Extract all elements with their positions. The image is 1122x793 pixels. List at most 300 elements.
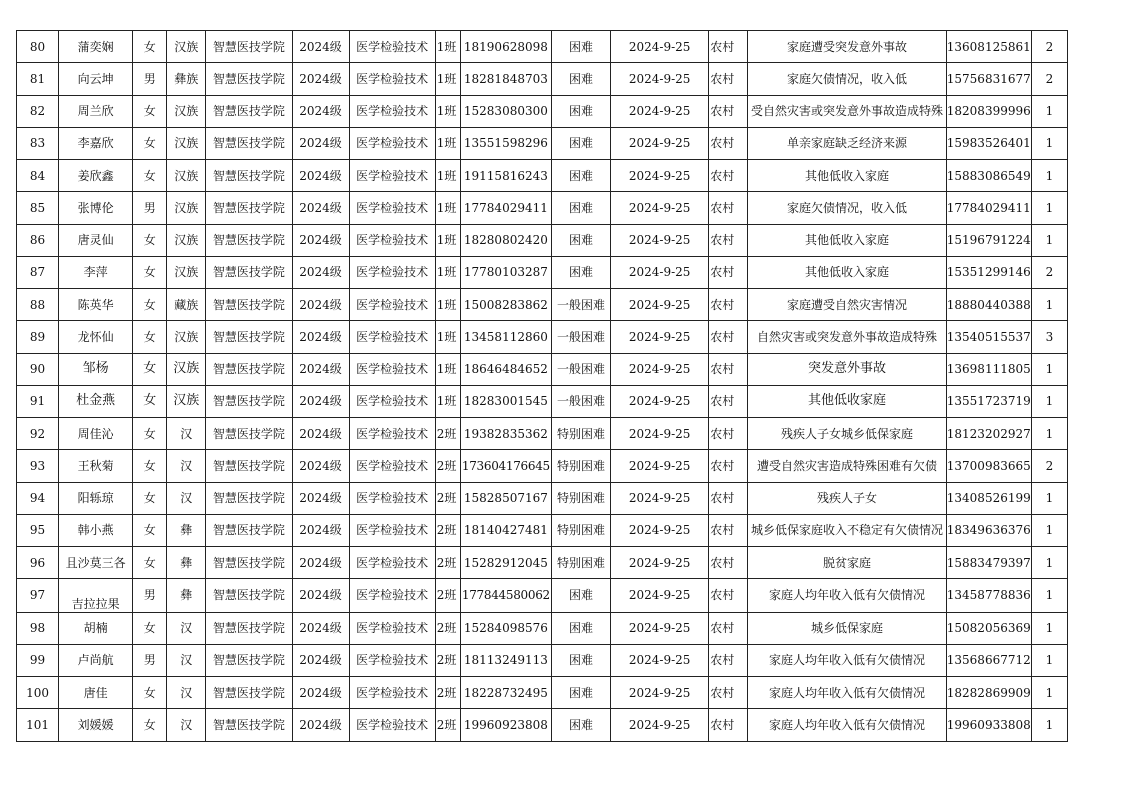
reason-cell: 残疾人子女: [748, 482, 946, 514]
class-cell: 1班: [435, 192, 460, 224]
table-row: [17, 127, 1068, 159]
ethnicity-cell: 汉: [167, 677, 206, 709]
reason-cell: 自然灾害或突发意外事故造成特殊: [748, 321, 946, 353]
row-number-cell: 82: [17, 95, 59, 127]
count-cell: 3: [1031, 321, 1067, 353]
contact-phone-cell: 15196791224: [946, 224, 1031, 256]
reason-cell: 家庭人均年收入低有欠债情况: [748, 644, 946, 676]
difficulty-level-cell: 一般困难: [551, 321, 610, 353]
reason-cell: 家庭欠债情况，收入低: [748, 63, 946, 95]
ethnicity-cell: 汉族: [167, 160, 206, 192]
date-cell: 2024-9-25: [611, 579, 709, 612]
major-cell: 医学检验技术: [349, 418, 435, 450]
count-cell: 2: [1031, 450, 1067, 482]
table-row: [17, 160, 1068, 192]
college-cell: 智慧医技学院: [206, 224, 292, 256]
college-cell: 智慧医技学院: [206, 709, 292, 741]
phone-cell: 18228732495: [460, 677, 551, 709]
count-cell: 1: [1031, 677, 1067, 709]
date-cell: 2024-9-25: [611, 418, 709, 450]
student-name-cell: 周兰欣: [59, 95, 133, 127]
phone-cell: 18281848703: [460, 63, 551, 95]
ethnicity-cell: 彝: [167, 547, 206, 579]
student-name-cell: 陈英华: [59, 289, 133, 321]
date-cell: 2024-9-25: [611, 677, 709, 709]
grade-cell: 2024级: [292, 289, 349, 321]
gender-cell: 女: [133, 514, 167, 546]
college-cell: 智慧医技学院: [206, 192, 292, 224]
reason-cell: 其他低收入家庭: [748, 256, 946, 288]
ethnicity-cell: 汉族: [167, 353, 206, 385]
date-cell: 2024-9-25: [611, 63, 709, 95]
origin-cell: 农村: [709, 63, 748, 95]
gender-cell: 女: [133, 95, 167, 127]
count-cell: 1: [1031, 709, 1067, 741]
phone-cell: 18283001545: [460, 385, 551, 417]
contact-phone-cell: 15883086549: [946, 160, 1031, 192]
student-name-cell: 张博伦: [59, 192, 133, 224]
major-cell: 医学检验技术: [349, 192, 435, 224]
phone-cell: 15008283862: [460, 289, 551, 321]
reason-cell: 受自然灾害或突发意外事故造成特殊: [748, 95, 946, 127]
grade-cell: 2024级: [292, 644, 349, 676]
ethnicity-cell: 汉族: [167, 192, 206, 224]
class-cell: 2班: [435, 482, 460, 514]
row-number-cell: 95: [17, 514, 59, 546]
table-row: [17, 224, 1068, 256]
grade-cell: 2024级: [292, 612, 349, 644]
gender-cell: 女: [133, 677, 167, 709]
phone-cell: 177844580062: [460, 579, 551, 612]
date-cell: 2024-9-25: [611, 709, 709, 741]
gender-cell: 女: [133, 256, 167, 288]
difficulty-level-cell: 困难: [551, 160, 610, 192]
origin-cell: 农村: [709, 482, 748, 514]
class-cell: 1班: [435, 160, 460, 192]
college-cell: 智慧医技学院: [206, 677, 292, 709]
phone-cell: 15283080300: [460, 95, 551, 127]
date-cell: 2024-9-25: [611, 612, 709, 644]
gender-cell: 女: [133, 385, 167, 417]
difficulty-level-cell: 困难: [551, 612, 610, 644]
class-cell: 2班: [435, 579, 460, 612]
phone-cell: 19960923808: [460, 709, 551, 741]
grade-cell: 2024级: [292, 160, 349, 192]
class-cell: 2班: [435, 547, 460, 579]
origin-cell: 农村: [709, 31, 748, 63]
class-cell: 2班: [435, 677, 460, 709]
phone-cell: 13458112860: [460, 321, 551, 353]
grade-cell: 2024级: [292, 321, 349, 353]
difficulty-level-cell: 困难: [551, 31, 610, 63]
grade-cell: 2024级: [292, 192, 349, 224]
difficulty-level-cell: 特别困难: [551, 450, 610, 482]
ethnicity-cell: 汉: [167, 418, 206, 450]
reason-cell: 单亲家庭缺乏经济来源: [748, 127, 946, 159]
college-cell: 智慧医技学院: [206, 644, 292, 676]
phone-cell: 173604176645: [460, 450, 551, 482]
student-name-cell: 杜金燕: [59, 385, 133, 417]
ethnicity-cell: 汉族: [167, 321, 206, 353]
reason-cell: 遭受自然灾害造成特殊困难有欠债: [748, 450, 946, 482]
major-cell: 医学检验技术: [349, 385, 435, 417]
reason-cell: 其他低收家庭: [748, 385, 946, 417]
reason-cell: 其他低收入家庭: [748, 224, 946, 256]
ethnicity-cell: 汉: [167, 709, 206, 741]
row-number-cell: 88: [17, 289, 59, 321]
ethnicity-cell: 汉: [167, 450, 206, 482]
row-number-cell: 84: [17, 160, 59, 192]
table-row: [17, 289, 1068, 321]
ethnicity-cell: 汉族: [167, 31, 206, 63]
major-cell: 医学检验技术: [349, 709, 435, 741]
table-row: [17, 192, 1068, 224]
row-number-cell: 98: [17, 612, 59, 644]
student-name-cell: 李嘉欣: [59, 127, 133, 159]
count-cell: 2: [1031, 63, 1067, 95]
ethnicity-cell: 汉: [167, 612, 206, 644]
contact-phone-cell: 18208399996: [946, 95, 1031, 127]
count-cell: 1: [1031, 547, 1067, 579]
date-cell: 2024-9-25: [611, 482, 709, 514]
origin-cell: 农村: [709, 579, 748, 612]
contact-phone-cell: 13608125861: [946, 31, 1031, 63]
count-cell: 2: [1031, 256, 1067, 288]
contact-phone-cell: 15883479397: [946, 547, 1031, 579]
class-cell: 2班: [435, 418, 460, 450]
reason-cell: 家庭人均年收入低有欠债情况: [748, 709, 946, 741]
origin-cell: 农村: [709, 418, 748, 450]
grade-cell: 2024级: [292, 31, 349, 63]
class-cell: 2班: [435, 644, 460, 676]
difficulty-level-cell: 一般困难: [551, 385, 610, 417]
contact-phone-cell: 13698111805: [946, 353, 1031, 385]
contact-phone-cell: 15756831677: [946, 63, 1031, 95]
row-number-cell: 86: [17, 224, 59, 256]
row-number-cell: 83: [17, 127, 59, 159]
difficulty-level-cell: 困难: [551, 192, 610, 224]
table-body: [17, 31, 1068, 742]
college-cell: 智慧医技学院: [206, 418, 292, 450]
origin-cell: 农村: [709, 514, 748, 546]
row-number-cell: 85: [17, 192, 59, 224]
major-cell: 医学检验技术: [349, 482, 435, 514]
student-name-cell: 吉拉拉果: [59, 579, 133, 612]
grade-cell: 2024级: [292, 95, 349, 127]
reason-cell: 城乡低保家庭: [748, 612, 946, 644]
class-cell: 1班: [435, 321, 460, 353]
contact-phone-cell: 15082056369: [946, 612, 1031, 644]
ethnicity-cell: 汉族: [167, 385, 206, 417]
college-cell: 智慧医技学院: [206, 514, 292, 546]
count-cell: 1: [1031, 224, 1067, 256]
ethnicity-cell: 汉族: [167, 95, 206, 127]
date-cell: 2024-9-25: [611, 256, 709, 288]
count-cell: 1: [1031, 612, 1067, 644]
phone-cell: 18646484652: [460, 353, 551, 385]
class-cell: 2班: [435, 612, 460, 644]
grade-cell: 2024级: [292, 709, 349, 741]
college-cell: 智慧医技学院: [206, 579, 292, 612]
grade-cell: 2024级: [292, 579, 349, 612]
student-name-cell: 向云坤: [59, 63, 133, 95]
difficulty-level-cell: 困难: [551, 677, 610, 709]
table-row: [17, 547, 1068, 579]
phone-cell: 17780103287: [460, 256, 551, 288]
class-cell: 1班: [435, 256, 460, 288]
phone-cell: 18280802420: [460, 224, 551, 256]
table-row: [17, 321, 1068, 353]
count-cell: 1: [1031, 127, 1067, 159]
table-row: [17, 353, 1068, 385]
student-name-cell: 且沙莫三各: [59, 547, 133, 579]
difficulty-level-cell: 困难: [551, 256, 610, 288]
row-number-cell: 80: [17, 31, 59, 63]
major-cell: 医学检验技术: [349, 321, 435, 353]
table-row: [17, 514, 1068, 546]
gender-cell: 女: [133, 289, 167, 321]
gender-cell: 女: [133, 450, 167, 482]
college-cell: 智慧医技学院: [206, 127, 292, 159]
class-cell: 1班: [435, 31, 460, 63]
grade-cell: 2024级: [292, 353, 349, 385]
class-cell: 1班: [435, 224, 460, 256]
phone-cell: 18140427481: [460, 514, 551, 546]
reason-cell: 家庭遭受自然灾害情况: [748, 289, 946, 321]
student-name-cell: 王秋菊: [59, 450, 133, 482]
count-cell: 1: [1031, 353, 1067, 385]
row-number-cell: 91: [17, 385, 59, 417]
contact-phone-cell: 18880440388: [946, 289, 1031, 321]
grade-cell: 2024级: [292, 256, 349, 288]
difficulty-level-cell: 特别困难: [551, 547, 610, 579]
date-cell: 2024-9-25: [611, 192, 709, 224]
student-name-cell: 姜欣鑫: [59, 160, 133, 192]
phone-cell: 15828507167: [460, 482, 551, 514]
origin-cell: 农村: [709, 256, 748, 288]
student-name-cell: 龙怀仙: [59, 321, 133, 353]
date-cell: 2024-9-25: [611, 127, 709, 159]
class-cell: 1班: [435, 353, 460, 385]
reason-cell: 家庭欠债情况，收入低: [748, 192, 946, 224]
grade-cell: 2024级: [292, 514, 349, 546]
ethnicity-cell: 汉: [167, 482, 206, 514]
gender-cell: 女: [133, 709, 167, 741]
college-cell: 智慧医技学院: [206, 289, 292, 321]
date-cell: 2024-9-25: [611, 385, 709, 417]
grade-cell: 2024级: [292, 127, 349, 159]
difficulty-level-cell: 特别困难: [551, 482, 610, 514]
student-name-cell: 李萍: [59, 256, 133, 288]
origin-cell: 农村: [709, 547, 748, 579]
date-cell: 2024-9-25: [611, 547, 709, 579]
count-cell: 1: [1031, 160, 1067, 192]
count-cell: 2: [1031, 31, 1067, 63]
grade-cell: 2024级: [292, 63, 349, 95]
major-cell: 医学检验技术: [349, 579, 435, 612]
major-cell: 医学检验技术: [349, 160, 435, 192]
class-cell: 1班: [435, 289, 460, 321]
major-cell: 医学检验技术: [349, 677, 435, 709]
origin-cell: 农村: [709, 224, 748, 256]
count-cell: 1: [1031, 514, 1067, 546]
gender-cell: 女: [133, 224, 167, 256]
contact-phone-cell: 13540515537: [946, 321, 1031, 353]
reason-cell: 家庭人均年收入低有欠债情况: [748, 579, 946, 612]
grade-cell: 2024级: [292, 418, 349, 450]
row-number-cell: 96: [17, 547, 59, 579]
phone-cell: 18190628098: [460, 31, 551, 63]
date-cell: 2024-9-25: [611, 31, 709, 63]
class-cell: 2班: [435, 709, 460, 741]
gender-cell: 女: [133, 482, 167, 514]
grade-cell: 2024级: [292, 385, 349, 417]
student-aid-table: [16, 30, 1068, 742]
origin-cell: 农村: [709, 450, 748, 482]
gender-cell: 女: [133, 612, 167, 644]
table-row: [17, 95, 1068, 127]
major-cell: 医学检验技术: [349, 95, 435, 127]
count-cell: 1: [1031, 482, 1067, 514]
class-cell: 2班: [435, 514, 460, 546]
table-row: [17, 256, 1068, 288]
row-number-cell: 81: [17, 63, 59, 95]
ethnicity-cell: 汉: [167, 644, 206, 676]
contact-phone-cell: 13568667712: [946, 644, 1031, 676]
origin-cell: 农村: [709, 385, 748, 417]
origin-cell: 农村: [709, 644, 748, 676]
college-cell: 智慧医技学院: [206, 612, 292, 644]
college-cell: 智慧医技学院: [206, 482, 292, 514]
gender-cell: 女: [133, 418, 167, 450]
difficulty-level-cell: 困难: [551, 63, 610, 95]
ethnicity-cell: 彝: [167, 514, 206, 546]
date-cell: 2024-9-25: [611, 224, 709, 256]
grade-cell: 2024级: [292, 677, 349, 709]
contact-phone-cell: 13458778836: [946, 579, 1031, 612]
contact-phone-cell: 19960933808: [946, 709, 1031, 741]
count-cell: 1: [1031, 192, 1067, 224]
grade-cell: 2024级: [292, 547, 349, 579]
student-name-cell: 阳轹琼: [59, 482, 133, 514]
class-cell: 1班: [435, 63, 460, 95]
student-name-cell: 唐灵仙: [59, 224, 133, 256]
contact-phone-cell: 15983526401: [946, 127, 1031, 159]
row-number-cell: 99: [17, 644, 59, 676]
student-name-cell: 邹杨: [59, 353, 133, 385]
reason-cell: 家庭遭受突发意外事故: [748, 31, 946, 63]
contact-phone-cell: 13700983665: [946, 450, 1031, 482]
gender-cell: 男: [133, 579, 167, 612]
origin-cell: 农村: [709, 289, 748, 321]
origin-cell: 农村: [709, 95, 748, 127]
reason-cell: 其他低收入家庭: [748, 160, 946, 192]
table-row: [17, 450, 1068, 482]
major-cell: 医学检验技术: [349, 353, 435, 385]
difficulty-level-cell: 一般困难: [551, 289, 610, 321]
origin-cell: 农村: [709, 160, 748, 192]
grade-cell: 2024级: [292, 450, 349, 482]
table-row: [17, 482, 1068, 514]
grade-cell: 2024级: [292, 482, 349, 514]
contact-phone-cell: 18123202927: [946, 418, 1031, 450]
student-name-cell: 周佳沁: [59, 418, 133, 450]
row-number-cell: 100: [17, 677, 59, 709]
gender-cell: 女: [133, 353, 167, 385]
difficulty-level-cell: 困难: [551, 95, 610, 127]
origin-cell: 农村: [709, 321, 748, 353]
row-number-cell: 90: [17, 353, 59, 385]
table-row: [17, 31, 1068, 63]
date-cell: 2024-9-25: [611, 289, 709, 321]
phone-cell: 15284098576: [460, 612, 551, 644]
table-row: [17, 579, 1068, 612]
grade-cell: 2024级: [292, 224, 349, 256]
major-cell: 医学检验技术: [349, 31, 435, 63]
date-cell: 2024-9-25: [611, 450, 709, 482]
count-cell: 1: [1031, 385, 1067, 417]
date-cell: 2024-9-25: [611, 644, 709, 676]
difficulty-level-cell: 困难: [551, 127, 610, 159]
major-cell: 医学检验技术: [349, 224, 435, 256]
gender-cell: 男: [133, 192, 167, 224]
student-name-cell: 唐佳: [59, 677, 133, 709]
table-row: [17, 418, 1068, 450]
major-cell: 医学检验技术: [349, 63, 435, 95]
row-number-cell: 101: [17, 709, 59, 741]
table-row: [17, 677, 1068, 709]
phone-cell: 15282912045: [460, 547, 551, 579]
major-cell: 医学检验技术: [349, 127, 435, 159]
table-row: [17, 644, 1068, 676]
college-cell: 智慧医技学院: [206, 95, 292, 127]
date-cell: 2024-9-25: [611, 514, 709, 546]
reason-cell: 家庭人均年收入低有欠债情况: [748, 677, 946, 709]
college-cell: 智慧医技学院: [206, 160, 292, 192]
college-cell: 智慧医技学院: [206, 450, 292, 482]
student-name-cell: 韩小燕: [59, 514, 133, 546]
difficulty-level-cell: 特别困难: [551, 418, 610, 450]
class-cell: 1班: [435, 385, 460, 417]
origin-cell: 农村: [709, 127, 748, 159]
reason-cell: 突发意外事故: [748, 353, 946, 385]
gender-cell: 女: [133, 160, 167, 192]
ethnicity-cell: 彝: [167, 579, 206, 612]
college-cell: 智慧医技学院: [206, 321, 292, 353]
phone-cell: 13551598296: [460, 127, 551, 159]
row-number-cell: 92: [17, 418, 59, 450]
college-cell: 智慧医技学院: [206, 547, 292, 579]
row-number-cell: 97: [17, 579, 59, 612]
college-cell: 智慧医技学院: [206, 385, 292, 417]
reason-cell: 城乡低保家庭收入不稳定有欠债情况: [748, 514, 946, 546]
row-number-cell: 94: [17, 482, 59, 514]
phone-cell: 19115816243: [460, 160, 551, 192]
student-name-cell: 刘媛媛: [59, 709, 133, 741]
gender-cell: 男: [133, 63, 167, 95]
college-cell: 智慧医技学院: [206, 353, 292, 385]
count-cell: 1: [1031, 579, 1067, 612]
origin-cell: 农村: [709, 677, 748, 709]
difficulty-level-cell: 一般困难: [551, 353, 610, 385]
ethnicity-cell: 汉族: [167, 256, 206, 288]
row-number-cell: 89: [17, 321, 59, 353]
contact-phone-cell: 15351299146: [946, 256, 1031, 288]
phone-cell: 18113249113: [460, 644, 551, 676]
contact-phone-cell: 18349636376: [946, 514, 1031, 546]
phone-cell: 17784029411: [460, 192, 551, 224]
major-cell: 医学检验技术: [349, 612, 435, 644]
